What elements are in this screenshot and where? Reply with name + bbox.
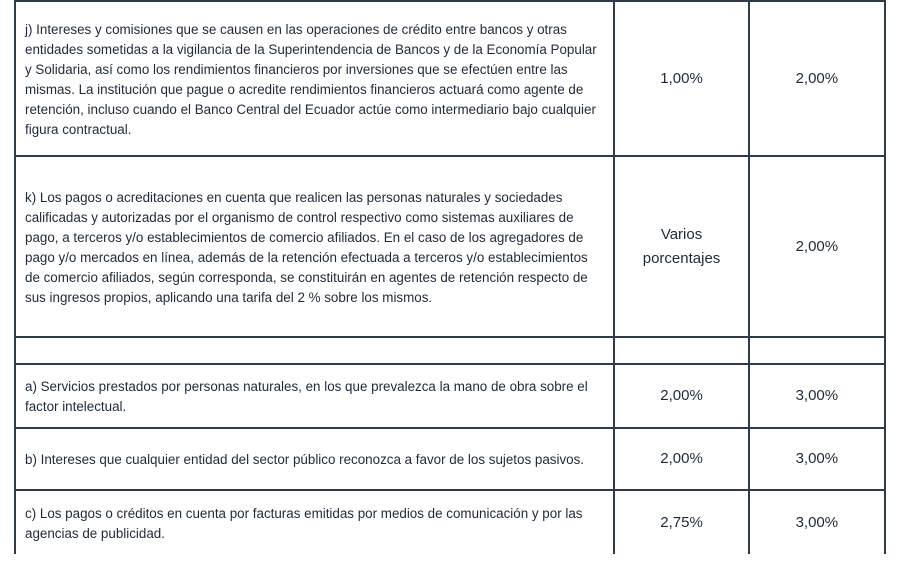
rate-cell-2: 2,00%	[749, 1, 885, 156]
row-description: j) Intereses y comisiones que se causen en las operaciones de crédito entre bancos y otras entidades sometidas a la vigilancia de la Superintendencia de Bancos y de la Economía Popular y Solidaria, así como los rendimientos financieros por inversiones que se efectúen entre las mismas. La institución que pague o acredite rendimientos financieros actuará como agente de retención, incluso cuando el Banco Central del Ecuador actúe como intermediario bajo cualquier figura contractual.	[15, 1, 614, 156]
rate-cell-1: 2,00%	[614, 364, 748, 428]
rate-cell-2: 2,00%	[749, 156, 885, 337]
table-row	[15, 490, 885, 554]
row-description: b) Intereses que cualquier entidad del sector público reconozca a favor de los sujetos pasivos.	[15, 428, 614, 490]
empty-cell	[15, 337, 614, 364]
table-row	[15, 428, 885, 490]
table-row	[15, 364, 885, 428]
rate-cell-1: 2,00%	[614, 428, 748, 490]
rate-cell-1: 1,00%	[614, 1, 748, 156]
table-row	[15, 1, 885, 156]
rate-cell-2: 3,00%	[749, 364, 885, 428]
empty-row	[15, 337, 885, 364]
rate-cell-2: 3,00%	[749, 428, 885, 490]
rate-cell-1: Varios porcentajes	[614, 156, 748, 337]
rate-cell-1: 2,75%	[614, 490, 748, 554]
table-row	[15, 156, 885, 337]
empty-cell	[614, 337, 748, 364]
rate-cell-2: 3,00%	[749, 490, 885, 554]
retention-rates-table	[14, 0, 886, 554]
row-description: a) Servicios prestados por personas naturales, en los que prevalezca la mano de obra sobre el factor intelectual.	[15, 364, 614, 428]
row-description: k) Los pagos o acreditaciones en cuenta que realicen las personas naturales y sociedades calificadas y autorizadas por el organismo de control respectivo como sistemas auxiliares de pago, a terceros y/o establecimientos de comercio afiliados. En el caso de los agregadores de pago y/o mercados en línea, además de la retención efectuada a terceros y/o establecimientos de comercio afiliados, según corresponda, se constituirán en agentes de retención respecto de sus ingresos propios, aplicando una tarifa del 2 % sobre los mismos.	[15, 156, 614, 337]
empty-cell	[749, 337, 885, 364]
row-description: c) Los pagos o créditos en cuenta por facturas emitidas por medios de comunicación y por las agencias de publicidad.	[15, 490, 614, 554]
